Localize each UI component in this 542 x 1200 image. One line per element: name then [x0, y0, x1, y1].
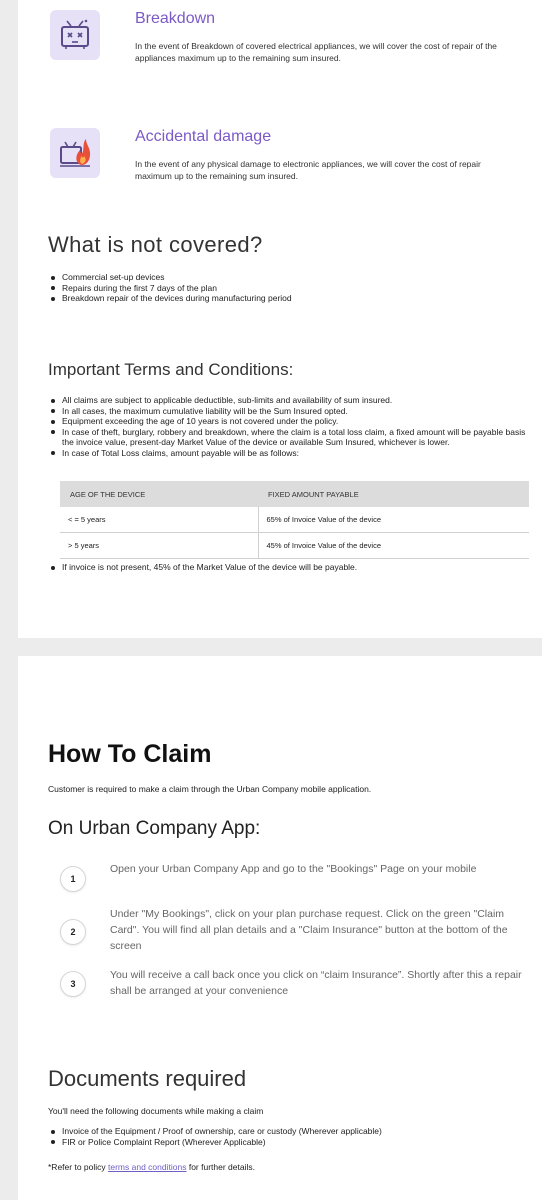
documents-heading: Documents required — [48, 1066, 247, 1091]
step-text: Open your Urban Company App and go to the "Bookings" Page on your mobile — [110, 863, 477, 875]
coverage-description: In the event of Breakdown of covered electrical appliances, we will cover the cost of repair of the appliances maximum up to the remaining sum insured. — [135, 41, 497, 63]
policy-page-1 — [18, 0, 542, 638]
app-steps-heading: On Urban Company App: — [48, 818, 261, 839]
total-loss-table — [60, 481, 529, 559]
coverage-title: Breakdown — [135, 10, 216, 27]
list-item: In all cases, the maximum cumulative liability will be the Sum Insured opted. — [48, 406, 534, 417]
list-item: Commercial set-up devices — [48, 272, 518, 283]
refer-note — [48, 1162, 255, 1172]
coverage-description: In the event of any physical damage to electronic appliances, we will cover the cost of repair maximum up to the remaining sum insured. — [135, 159, 481, 181]
list-item: If invoice is not present, 45% of the Market Value of the device will be payable. — [48, 562, 534, 573]
how-to-claim-subtitle: Customer is required to make a claim through the Urban Company mobile application. — [48, 784, 372, 794]
refer-suffix: for further details. — [188, 1162, 255, 1172]
step-number: 1 — [60, 866, 86, 892]
table-header: FIXED AMOUNT PAYABLE — [258, 481, 529, 507]
coverage-title: Accidental damage — [135, 128, 272, 145]
table-row — [60, 533, 529, 559]
terms-list — [48, 395, 534, 458]
list-item: Invoice of the Equipment / Proof of ownership, care or custody (Wherever applicable) — [48, 1126, 534, 1137]
step-number: 3 — [60, 971, 86, 997]
terms-and-conditions-link[interactable]: terms and conditions — [108, 1162, 187, 1172]
table-cell: 65% of Invoice Value of the device — [258, 507, 529, 533]
how-to-claim-heading: How To Claim — [48, 740, 212, 768]
table-cell: > 5 years — [60, 533, 258, 559]
step-number: 2 — [60, 919, 86, 945]
step-text: You will receive a call back once you click on “claim Insurance”. Shortly after this a repair shall be arranged at your convenience — [110, 969, 522, 997]
table-row — [60, 507, 529, 533]
list-item: In case of theft, burglary, robbery and breakdown, where the claim is a total loss claim, a fixed amount will be payable basis the invoice value, present-day Market Value of the device or available Sum Insured, whichever is lower. — [48, 427, 534, 448]
list-item: FIR or Police Complaint Report (Wherever Applicable) — [48, 1137, 534, 1148]
list-item: In case of Total Loss claims, amount payable will be as follows: — [48, 448, 534, 459]
documents-list — [48, 1126, 534, 1147]
documents-subtitle: You'll need the following documents while making a claim — [48, 1106, 264, 1116]
terms-footer-list — [48, 562, 534, 573]
list-item: Repairs during the first 7 days of the plan — [48, 283, 518, 294]
list-item: Equipment exceeding the age of 10 years is not covered under the policy. — [48, 416, 534, 427]
step-text: Under "My Bookings", click on your plan purchase request. Click on the green "Claim Card". You will find all plan details and a "Claim Insurance" button at the bottom of the screen — [110, 908, 508, 952]
list-item: All claims are subject to applicable deductible, sub-limits and availability of sum insured. — [48, 395, 534, 406]
policy-page-2 — [18, 656, 542, 1200]
broken-tv-icon — [50, 10, 100, 60]
list-item: Breakdown repair of the devices during manufacturing period — [48, 293, 518, 304]
table-cell: 45% of Invoice Value of the device — [258, 533, 529, 559]
not-covered-list — [48, 272, 518, 304]
table-header: AGE OF THE DEVICE — [60, 481, 258, 507]
table-cell: < = 5 years — [60, 507, 258, 533]
refer-prefix: *Refer to policy — [48, 1162, 106, 1172]
tv-fire-icon — [50, 128, 100, 178]
not-covered-heading: What is not covered? — [48, 232, 263, 257]
terms-heading: Important Terms and Conditions: — [48, 360, 294, 379]
